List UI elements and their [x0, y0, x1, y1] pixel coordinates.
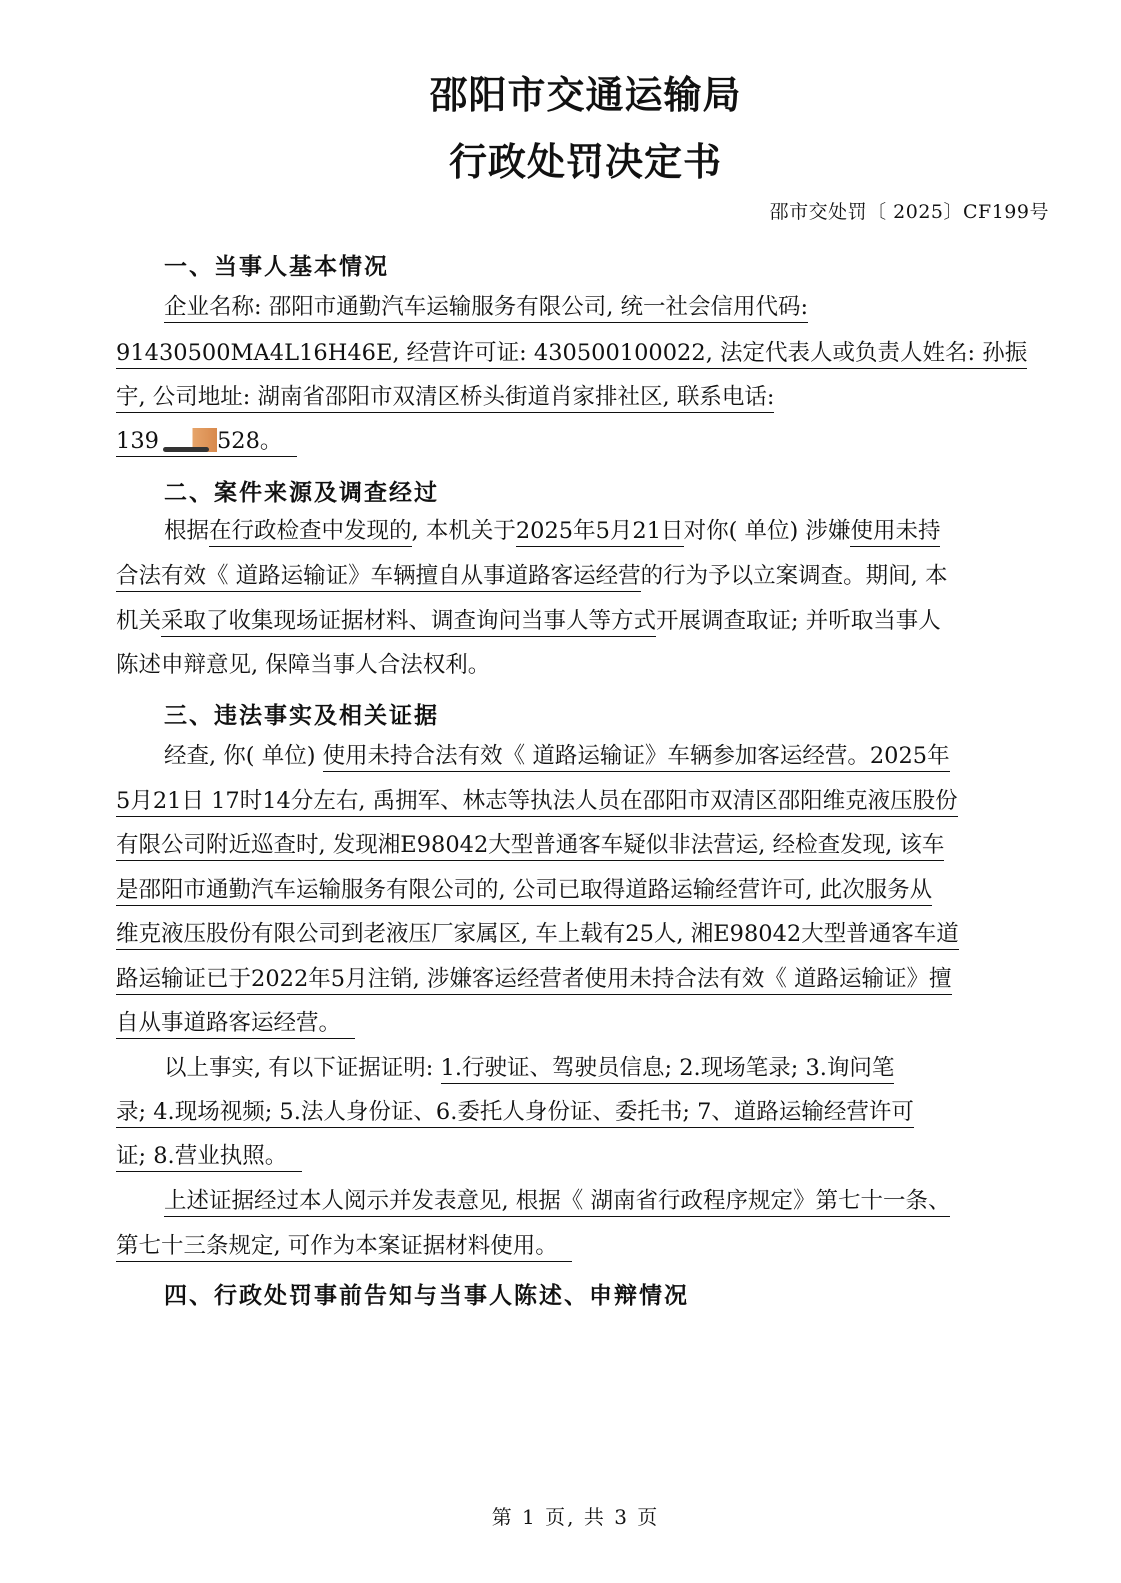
- facts-line-7: [116, 1008, 355, 1038]
- text-run: 上述证据经过本人阅示并发表意见, 根据《 湖南省行政程序规定》第七十一条、: [164, 1188, 950, 1217]
- section-2-heading: 二、案件来源及调查经过: [164, 480, 439, 506]
- facts-line-6: [116, 964, 952, 994]
- evidence-list: 录; 4.现场视频; 5.法人身份证、6.委托人身份证、委托书; 7、道路运输经营许可: [116, 1099, 914, 1128]
- text-run: 的行为予以立案调查。期间, 本: [640, 563, 948, 589]
- facts-line-2: [116, 786, 958, 816]
- text-run: [116, 1010, 355, 1039]
- text-run: 使用未持合法有效《 道路运输证》车辆参加客运经营。2025年: [323, 743, 950, 772]
- case-source-line-2: [116, 561, 947, 591]
- evidence-line-3: [116, 1141, 302, 1171]
- text-run: 在行政检查中发现的: [209, 518, 412, 547]
- text-run: 第七十三条规定, 可作为本案证据材料使用。: [116, 1233, 558, 1259]
- section-4-heading: 四、行政处罚事前告知与当事人陈述、申辩情况: [164, 1283, 689, 1309]
- text-run: 采取了收集现场证据材料、调查询问当事人等方式: [161, 608, 656, 637]
- text-run: 5月21日 17时14分左右, 禹拥军、林志等执法人员在邵阳市双清区邵阳维克液压股份: [116, 788, 958, 817]
- text-run: 路运输证已于2022年5月注销, 涉嫌客运经营者使用未持合法有效《 道路运输证》擅: [116, 966, 952, 995]
- text-run: 根据: [164, 518, 210, 544]
- evidence-line-1: [164, 1053, 894, 1083]
- evidence-list: [116, 1143, 302, 1172]
- case-date: 2025年5月21日: [516, 518, 684, 547]
- facts-line-1: [164, 741, 950, 771]
- section-1-heading: 一、当事人基本情况: [164, 254, 389, 280]
- text-run: 对你( 单位) 涉嫌: [683, 518, 851, 544]
- rule-line-2: [116, 1231, 572, 1261]
- facts-line-3: [116, 830, 944, 860]
- party-info-line-1: [164, 292, 808, 322]
- text-run: 开展调查取证; 并听取当事人: [656, 608, 941, 634]
- case-source-line-4: 陈述申辩意见, 保障当事人合法权利。: [116, 652, 491, 678]
- text-run: 以上事实, 有以下证据证明:: [164, 1055, 441, 1081]
- facts-line-4: [116, 875, 932, 905]
- document-number: 邵市交处罚〔 2025〕CF199号: [769, 201, 1049, 223]
- facts-line-5: [116, 919, 959, 949]
- party-info-text: 企业名称: 邵阳市通勤汽车运输服务有限公司, 统一社会信用代码:: [164, 294, 808, 323]
- evidence-list: 1.行驶证、驾驶员信息; 2.现场笔录; 3.询问笔: [441, 1055, 895, 1084]
- text-run: 经查, 你( 单位): [164, 743, 323, 769]
- text-run: , 本机关于: [411, 518, 516, 544]
- text-run: 证; 8.营业执照。: [116, 1143, 288, 1169]
- authority-title: 邵阳市交通运输局: [429, 73, 742, 117]
- rule-line-1: [164, 1186, 950, 1216]
- text-run: [116, 1233, 572, 1262]
- case-source-line-3: [116, 606, 941, 636]
- party-info-line-3: [116, 382, 774, 412]
- text-run: 自从事道路客运经营。: [116, 1010, 342, 1036]
- section-3-heading: 三、违法事实及相关证据: [164, 703, 439, 729]
- case-source-line-1: [164, 516, 940, 546]
- text-run: 合法有效《 道路运输证》车辆擅自从事道路客运经营: [116, 563, 641, 592]
- redaction-mark: [159, 428, 217, 452]
- text-run: 机关: [116, 608, 162, 634]
- party-info-line-2: [116, 338, 1027, 368]
- text-run: 维克液压股份有限公司到老液压厂家属区, 车上载有25人, 湘E98042大型普通客车道: [116, 921, 959, 950]
- party-info-text: 宇, 公司地址: 湖南省邵阳市双清区桥头街道肖家排社区, 联系电话:: [116, 384, 774, 413]
- text-run: 使用未持: [850, 518, 940, 547]
- evidence-line-2: [116, 1097, 914, 1127]
- phone-number: [116, 428, 297, 457]
- phone-prefix: 139: [116, 428, 159, 454]
- document-type-title: 行政处罚决定书: [448, 140, 722, 184]
- text-run: 是邵阳市通勤汽车运输服务有限公司的, 公司已取得道路运输经营许可, 此次服务从: [116, 877, 932, 906]
- party-phone-line: [116, 426, 297, 456]
- text-run: 有限公司附近巡查时, 发现湘E98042大型普通客车疑似非法营运, 经检查发现, 该车: [116, 832, 944, 861]
- phone-suffix: 528。: [216, 428, 283, 454]
- page-footer: 第 1 页, 共 3 页: [491, 1505, 660, 1529]
- party-info-text: 91430500MA4L16H46E, 经营许可证: 430500100022, 法定代表人或负责人姓名: 孙振: [116, 340, 1027, 369]
